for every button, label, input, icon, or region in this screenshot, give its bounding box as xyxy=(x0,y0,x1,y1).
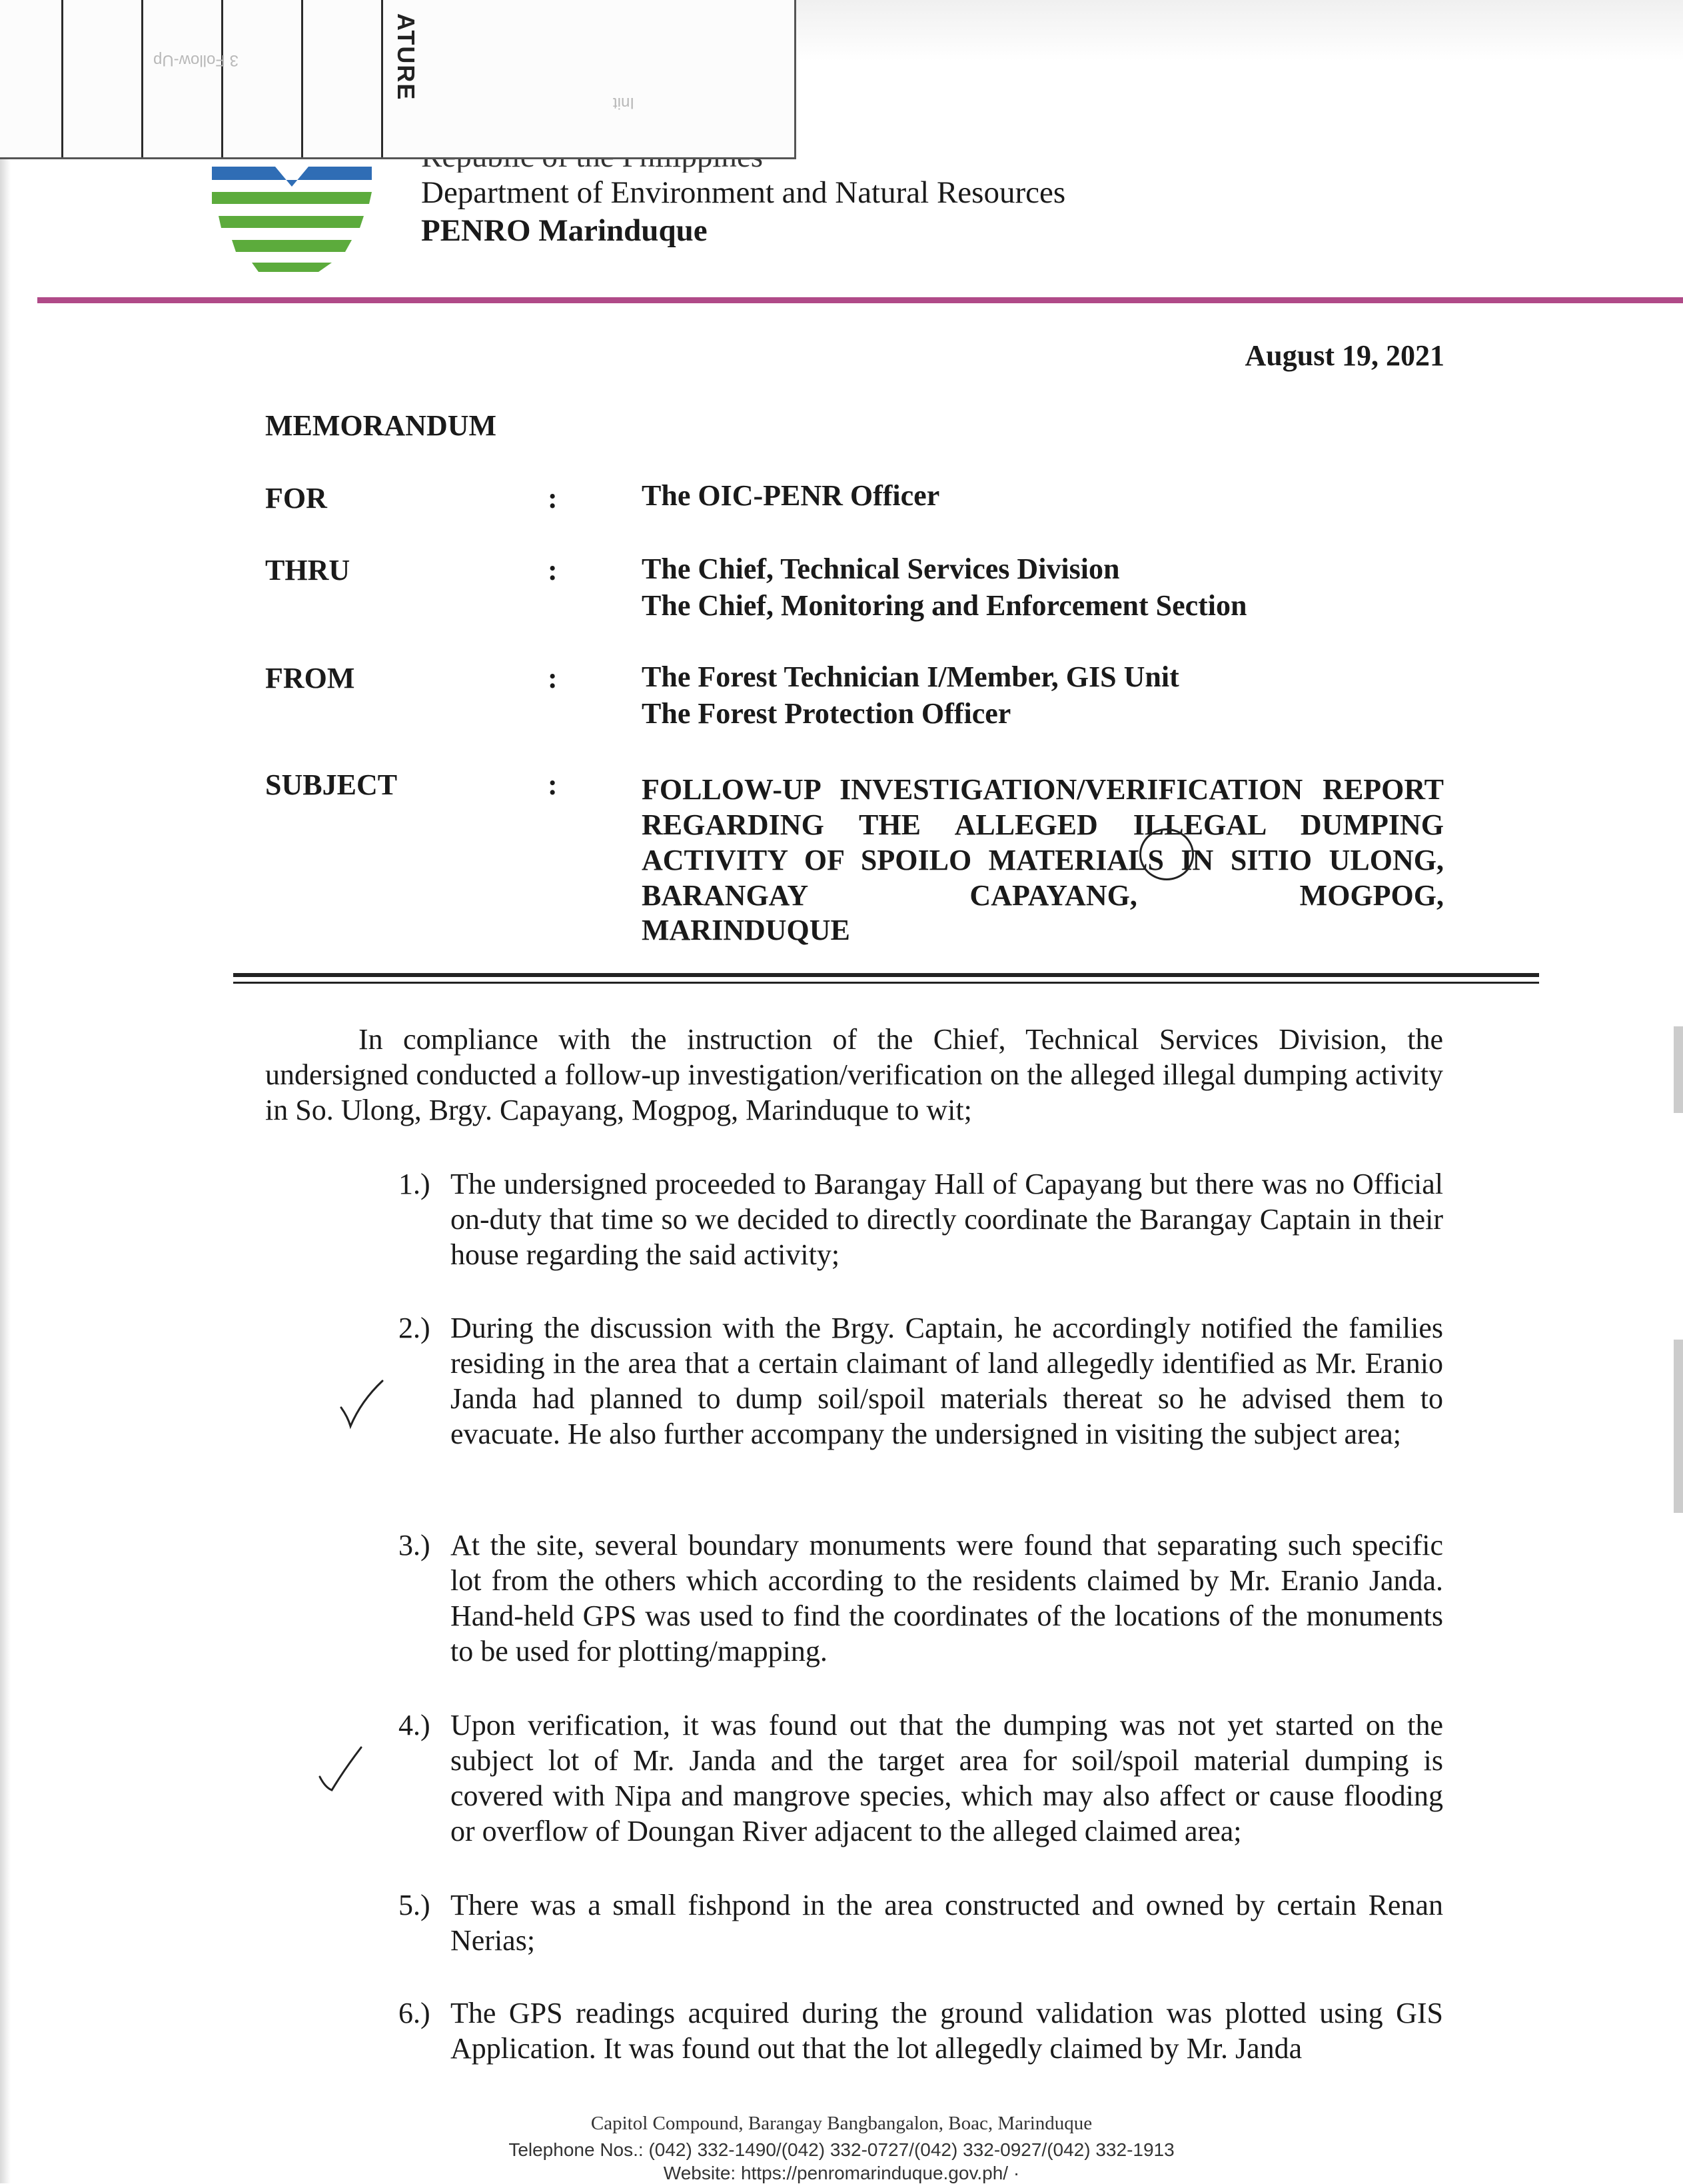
list-item xyxy=(398,1528,1443,1669)
handwritten-check-icon xyxy=(338,1378,385,1432)
footer-address: Capitol Compound, Barangay Bangbangalon, Boac, Marinduque xyxy=(590,2113,1093,2134)
page-right-edge-mark xyxy=(1674,1026,1683,1113)
thru-colon: : xyxy=(548,554,558,586)
slip-column-line xyxy=(381,0,383,157)
list-item-number: 2.) xyxy=(398,1312,430,1344)
header-divider xyxy=(37,297,1683,303)
list-item-text: At the site, several boundary monuments were found that separating such specific lot from the others which according to the residents claimed by Mr. Eranio Janda. Hand-held GPS was used to find the coordinates of the locations of the monuments to be used for plotting/mapping. xyxy=(450,1529,1443,1667)
memo-date: August 19, 2021 xyxy=(1245,339,1444,372)
slip-bleed-text: 3 Follow-Up xyxy=(153,51,239,69)
slip-column-line xyxy=(221,0,223,157)
routing-slip xyxy=(0,0,796,159)
slip-column-line xyxy=(301,0,303,157)
from-line-1: The Forest Technician I/Member, GIS Unit xyxy=(642,660,1179,693)
memo-title: MEMORANDUM xyxy=(265,409,497,442)
list-item-number: 5.) xyxy=(398,1889,430,1921)
handwritten-circle-mark xyxy=(1139,828,1194,880)
subject-divider xyxy=(233,973,1539,977)
header-department: Department of Environment and Natural Resources xyxy=(421,175,1066,210)
page-right-edge-mark xyxy=(1674,1340,1683,1513)
thru-line-2: The Chief, Monitoring and Enforcement Section xyxy=(642,589,1247,622)
list-item-text: Upon verification, it was found out that the dumping was not yet started on the subject lot of Mr. Janda and the target area for soil/spoil material dumping is covered with Nipa and mangrove species, which may also affect or cause flooding or overflow of Doungan River adjacent to the alleged claimed area; xyxy=(450,1709,1443,1847)
list-item-text: The undersigned proceeded to Barangay Hall of Capayang but there was no Official on-duty that time so we decided to directly coordinate the Barangay Captain in their house regarding the said activity; xyxy=(450,1168,1443,1271)
slip-column-line xyxy=(61,0,63,157)
footer-website: Website: https://penromarinduque.gov.ph/ · xyxy=(663,2163,1020,2183)
thru-line-1: The Chief, Technical Services Division xyxy=(642,552,1120,585)
list-item xyxy=(398,1995,1443,2066)
intro-paragraph: In compliance with the instruction of the Chief, Technical Services Division, the undersigned conducted a follow-up investigation/verification on the alleged illegal dumping activity in So. Ulong, Brgy. Capayang, Mogpog, Marinduque to wit; xyxy=(265,1023,1443,1126)
from-label: FROM xyxy=(265,662,355,694)
list-item xyxy=(398,1707,1443,1849)
list-item xyxy=(398,1887,1443,1958)
list-item xyxy=(398,1310,1443,1452)
subject-divider-thin xyxy=(233,982,1539,984)
header-office: PENRO Marinduque xyxy=(421,213,708,248)
for-colon: : xyxy=(548,482,558,515)
thru-value xyxy=(642,550,1247,624)
thru-label: THRU xyxy=(265,554,350,586)
from-line-2: The Forest Protection Officer xyxy=(642,697,1011,730)
from-value xyxy=(642,658,1179,732)
list-item-number: 6.) xyxy=(398,1997,430,2029)
list-item-text: The GPS readings acquired during the ground validation was plotted using GIS Application. It was found out that the lot allegedly claimed by Mr. Janda xyxy=(450,1997,1443,2065)
footer-telephone: Telephone Nos.: (042) 332-1490/(042) 332-0727/(042) 332-0927/(042) 332-1913 xyxy=(508,2139,1175,2160)
denr-logo-icon xyxy=(212,160,372,273)
subject-text-last-line: MARINDUQUE xyxy=(642,914,850,946)
list-item-number: 4.) xyxy=(398,1709,430,1741)
slip-column-line xyxy=(141,0,143,157)
page-left-edge xyxy=(0,0,11,2183)
slip-bleed-text: Init xyxy=(613,94,635,112)
subject-colon: : xyxy=(548,768,558,801)
list-item-number: 3.) xyxy=(398,1529,430,1562)
handwritten-check-icon xyxy=(317,1743,364,1797)
list-item-number: 1.) xyxy=(398,1168,430,1200)
for-value: The OIC-PENR Officer xyxy=(642,479,940,512)
slip-signature-label: ATURE xyxy=(392,13,420,101)
list-item xyxy=(398,1166,1443,1272)
subject-text: FOLLOW-UP INVESTIGATION/VERIFICATION REPORT REGARDING THE ALLEGED ILLEGAL DUMPING ACTIVITY OF SPOILO MATERIALS IN SITIO ULONG, BARANGAY CAPAYANG, MOGPOG, xyxy=(642,773,1444,912)
subject-label: SUBJECT xyxy=(265,768,398,801)
list-item-text: During the discussion with the Brgy. Captain, he accordingly notified the families residing in the area that a certain claimant of land allegedly identified as Mr. Eranio Janda had planned to dump soil/spoil materials thereat so he advised them to evacuate. He also further accompany the undersigned in visiting the subject area; xyxy=(450,1312,1443,1450)
list-item-text: There was a small fishpond in the area constructed and owned by certain Renan Nerias; xyxy=(450,1889,1443,1957)
from-colon: : xyxy=(548,662,558,694)
for-label: FOR xyxy=(265,482,327,515)
